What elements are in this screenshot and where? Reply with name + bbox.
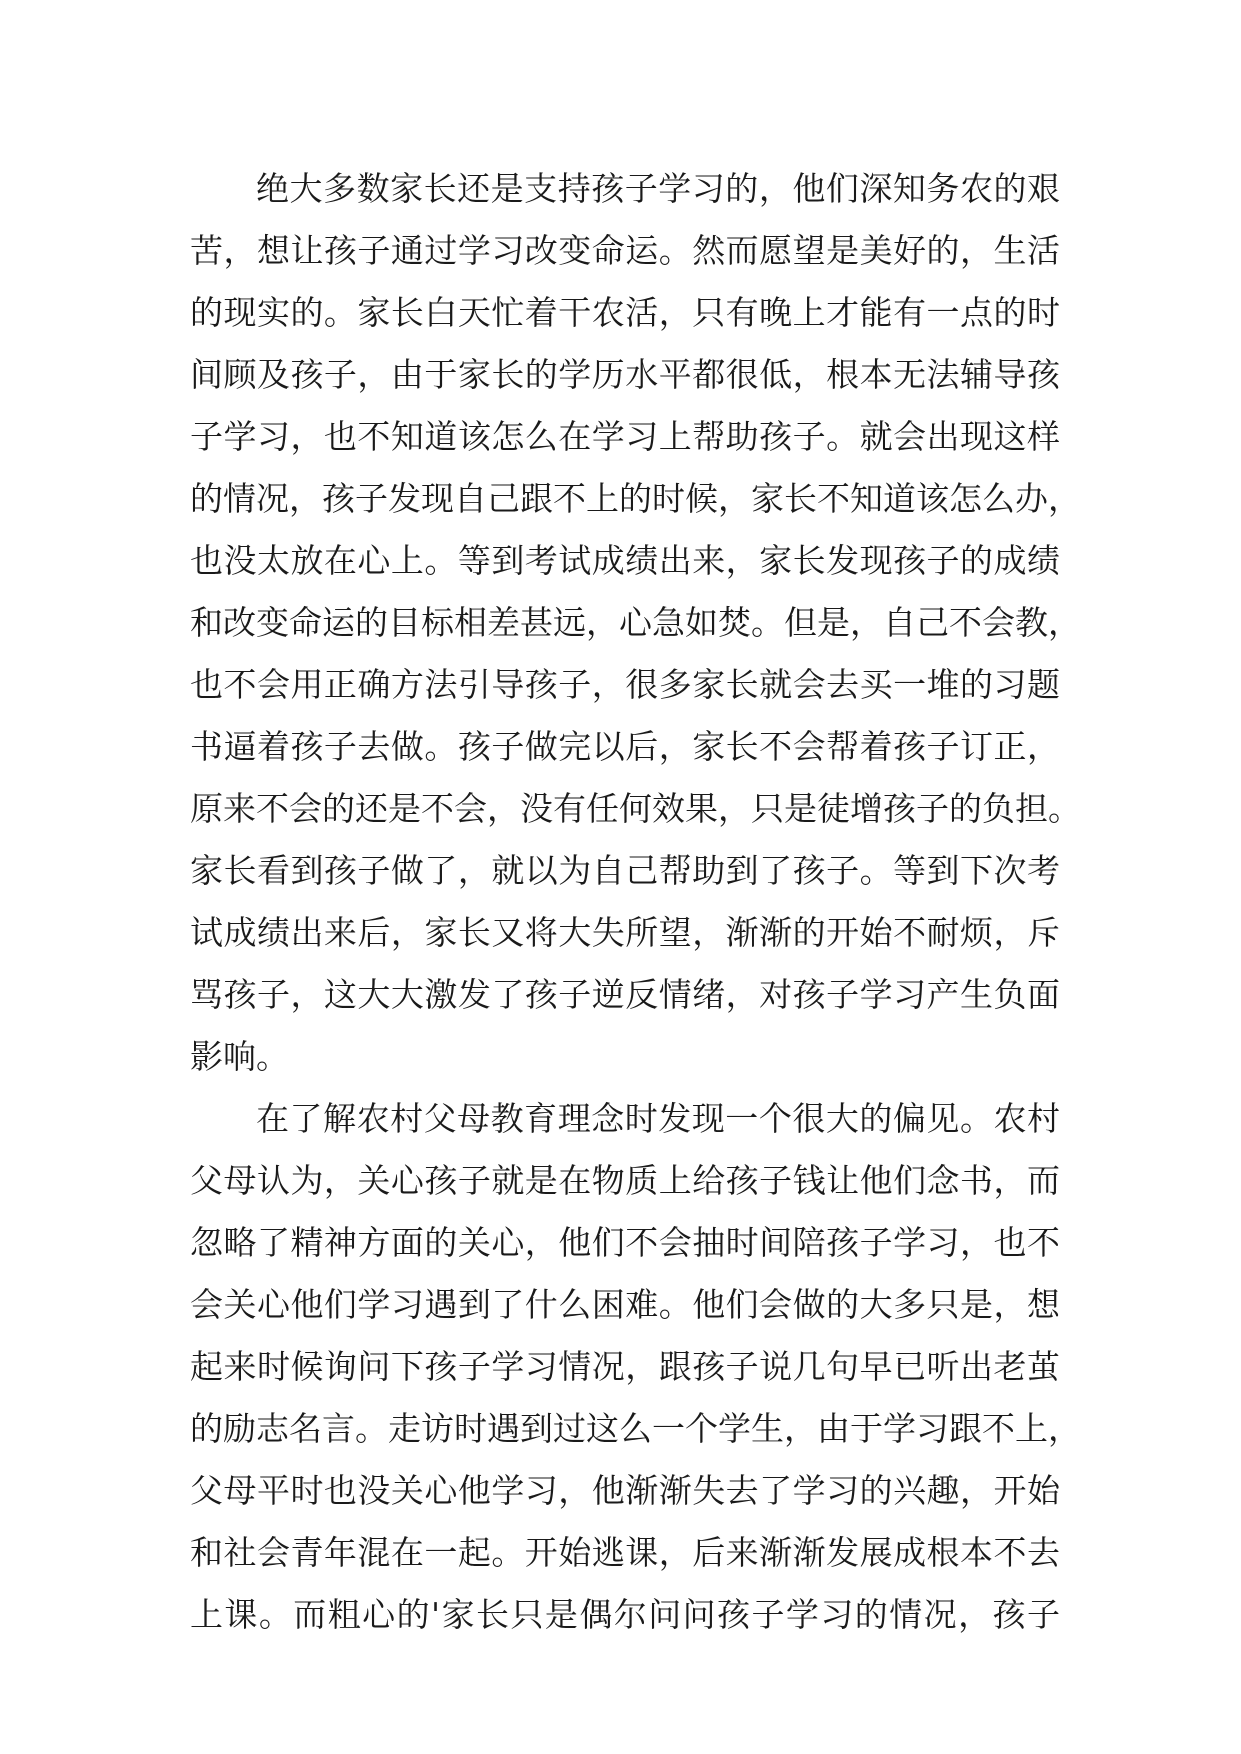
text-line: 父母平时也没关心他学习，他渐渐失去了学习的兴趣，开始	[190, 1471, 1060, 1510]
text-line: 忽略了精神方面的关心，他们不会抽时间陪孩子学习，也不	[190, 1223, 1060, 1262]
paragraph	[190, 1088, 1081, 1646]
text-line: 间顾及孩子，由于家长的学历水平都很低，根本无法辅导孩	[190, 355, 1060, 394]
text-line: 父母认为，关心孩子就是在物质上给孩子钱让他们念书，而	[190, 1161, 1060, 1200]
text-line: 书逼着孩子去做。孩子做完以后，家长不会帮着孩子订正，	[190, 727, 1060, 766]
text-line: 的现实的。家长白天忙着干农活，只有晚上才能有一点的时	[190, 293, 1060, 332]
text-line: 原来不会的还是不会，没有任何效果，只是徒增孩子的负担。	[190, 789, 1081, 828]
text-line: 苦，想让孩子通过学习改变命运。然而愿望是美好的，生活	[190, 231, 1060, 270]
text-line: 的励志名言。走访时遇到过这么一个学生，由于学习跟不上，	[190, 1409, 1081, 1448]
text-line: 也不会用正确方法引导孩子，很多家长就会去买一堆的习题	[190, 665, 1060, 704]
text-line: 上课。而粗心的'家长只是偶尔问问孩子学习的情况，孩子	[190, 1595, 1060, 1634]
text-line: 子学习，也不知道该怎么在学习上帮助孩子。就会出现这样	[190, 417, 1060, 456]
text-line: 在了解农村父母教育理念时发现一个很大的偏见。农村	[256, 1099, 1060, 1138]
text-line: 和改变命运的目标相差甚远，心急如焚。但是，自己不会教，	[190, 603, 1081, 642]
body-text	[190, 158, 1081, 1646]
text-line: 起来时候询问下孩子学习情况，跟孩子说几句早已听出老茧	[190, 1347, 1060, 1386]
text-line: 会关心他们学习遇到了什么困难。他们会做的大多只是，想	[190, 1285, 1060, 1324]
text-line: 也没太放在心上。等到考试成绩出来，家长发现孩子的成绩	[190, 541, 1060, 580]
text-line: 绝大多数家长还是支持孩子学习的，他们深知务农的艰	[256, 169, 1060, 208]
text-line: 影响。	[190, 1037, 289, 1076]
paragraph	[190, 158, 1081, 1088]
text-line: 试成绩出来后，家长又将大失所望，渐渐的开始不耐烦，斥	[190, 913, 1060, 952]
text-line: 和社会青年混在一起。开始逃课，后来渐渐发展成根本不去	[190, 1533, 1060, 1572]
text-line: 家长看到孩子做了，就以为自己帮助到了孩子。等到下次考	[190, 851, 1060, 890]
text-line: 的情况，孩子发现自己跟不上的时候，家长不知道该怎么办，	[190, 479, 1081, 518]
text-line: 骂孩子，这大大激发了孩子逆反情绪，对孩子学习产生负面	[190, 975, 1060, 1014]
